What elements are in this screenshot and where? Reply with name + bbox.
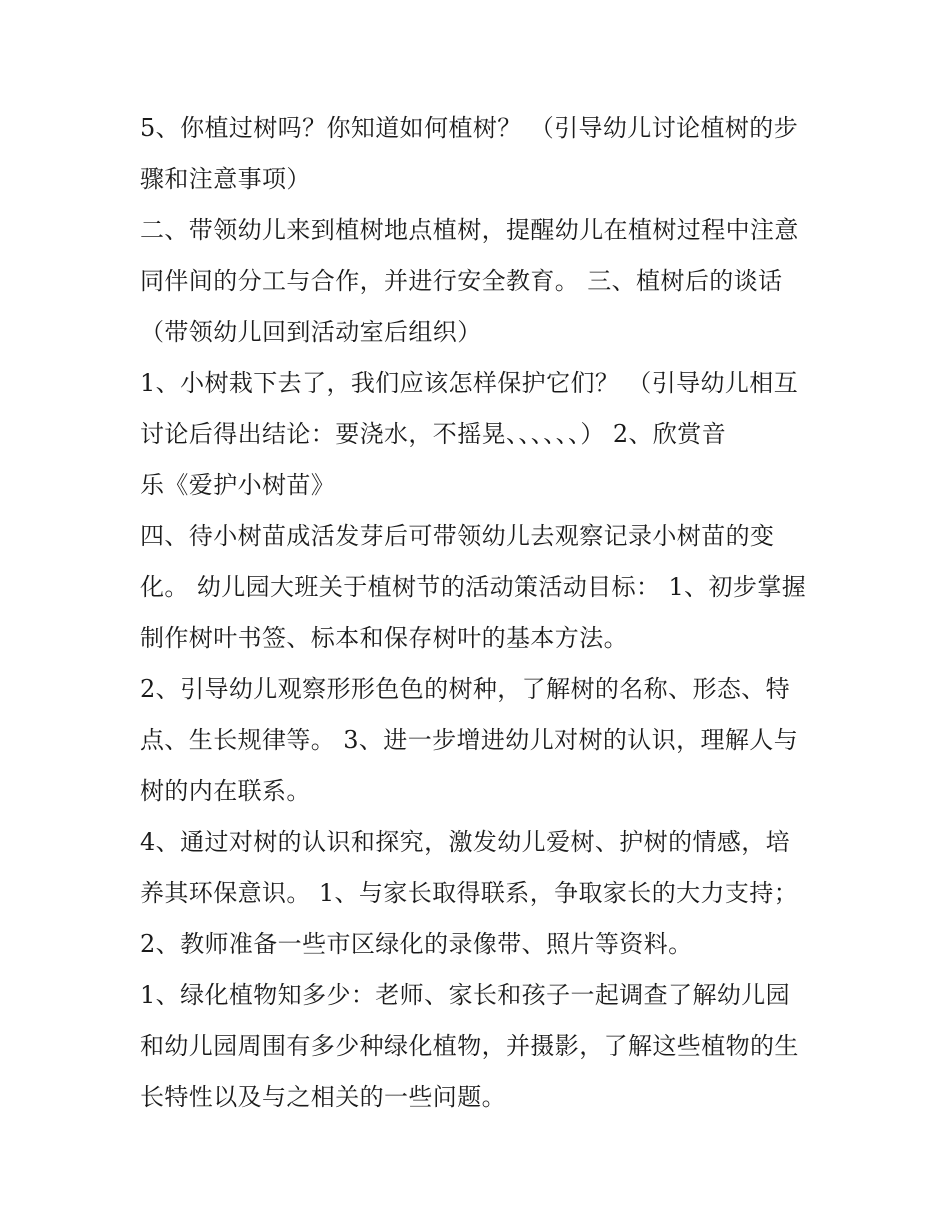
text-line: 5、你植过树吗？你知道如何植树？ （引导幼儿讨论植树的步 bbox=[140, 114, 799, 142]
text-line: 二、带领幼儿来到植树地点植树，提醒幼儿在植树过程中注意 bbox=[140, 216, 799, 244]
text-line: 乐《爱护小树苗》 bbox=[140, 471, 336, 499]
text-line: 讨论后得出结论：要浇水，不摇晃、、、、、、） 2、欣赏音 bbox=[140, 420, 727, 448]
paragraph-4 bbox=[140, 511, 820, 664]
document-body bbox=[140, 103, 820, 1123]
text-line: 2、教师准备一些市区绿化的录像带、照片等资料。 bbox=[140, 930, 693, 958]
text-line: 制作树叶书签、标本和保存树叶的基本方法。 bbox=[140, 624, 628, 652]
text-line: 养其环保意识。 1、与家长取得联系，争取家长的大力支持； bbox=[140, 879, 799, 907]
paragraph-2 bbox=[140, 205, 820, 358]
text-line: 1、绿化植物知多少：老师、家长和孩子一起调查了解幼儿园 bbox=[140, 981, 791, 1009]
paragraph-5 bbox=[140, 664, 820, 817]
text-line: 同伴间的分工与合作，并进行安全教育。 三、植树后的谈话 bbox=[140, 267, 783, 295]
text-line: 2、引导幼儿观察形形色色的树种，了解树的名称、形态、特 bbox=[140, 675, 791, 703]
text-line: 树的内在联系。 bbox=[140, 777, 311, 805]
text-line: 长特性以及与之相关的一些问题。 bbox=[140, 1083, 506, 1111]
text-line: 和幼儿园周围有多少种绿化植物，并摄影，了解这些植物的生 bbox=[140, 1032, 799, 1060]
text-line: 1、小树栽下去了，我们应该怎样保护它们？ （引导幼儿相互 bbox=[140, 369, 799, 397]
paragraph-8 bbox=[140, 970, 820, 1123]
paragraph-6 bbox=[140, 817, 820, 919]
paragraph-7 bbox=[140, 919, 820, 970]
paragraph-1 bbox=[140, 103, 820, 205]
paragraph-3 bbox=[140, 358, 820, 511]
text-line: 骤和注意事项） bbox=[140, 165, 311, 193]
text-line: 4、通过对树的认识和探究，激发幼儿爱树、护树的情感，培 bbox=[140, 828, 791, 856]
text-line: 四、待小树苗成活发芽后可带领幼儿去观察记录小树苗的变 bbox=[140, 522, 775, 550]
text-line: （带领幼儿回到活动室后组织） bbox=[140, 318, 482, 346]
text-line: 化。 幼儿园大班关于植树节的活动策活动目标： 1、初步掌握 bbox=[140, 573, 807, 601]
text-line: 点、生长规律等。 3、进一步增进幼儿对树的认识，理解人与 bbox=[140, 726, 799, 754]
